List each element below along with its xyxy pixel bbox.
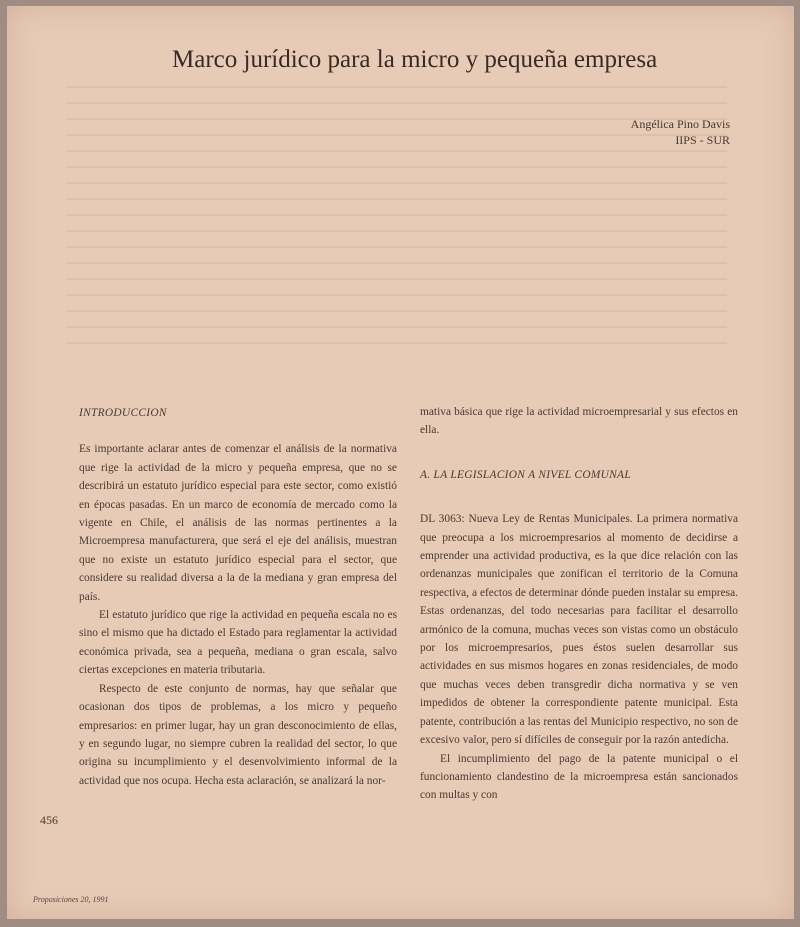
page-number: 456 xyxy=(40,813,58,827)
paragraph-continuation: mativa básica que rige la actividad microempresarial y sus efectos en ella. xyxy=(420,406,738,437)
article-title: Marco jurídico para la micro y pequeña empresa xyxy=(172,46,658,73)
paragraph: El incumplimiento del pago de la patente municipal o el funcionamiento clandestino de la microempresa están sancionados con multas y con xyxy=(420,752,738,802)
bleed-through-text xyxy=(67,86,727,346)
section-heading-introduccion: INTRODUCCION xyxy=(79,407,167,419)
left-column xyxy=(79,404,397,790)
author-name: Angélica Pino Davis xyxy=(630,117,730,131)
right-column xyxy=(420,403,738,805)
section-heading-legislacion-comunal: A. LA LEGISLACION A NIVEL COMUNAL xyxy=(420,468,631,481)
paragraph: Es importante aclarar antes de comenzar el análisis de la normativa que rige la actividad de la micro y pequeña empresa, que no se describirá un estatuto jurídico especial para este sector, como existió en épocas pasadas. En un marco de economía de mercado como la vigente en Chile, el análisis de las normas pertinentes a la Microempresa manufacturera, que será el eje del análisis, muestran que no existe un estatuto jurídico especial para el sector, que considere su realidad diversa a la de la mediana y gran empresa del país. xyxy=(79,443,397,603)
journal-footer: Proposiciones 20, 1991 xyxy=(33,895,109,904)
document-page xyxy=(7,6,794,919)
paragraph: DL 3063: Nueva Ley de Rentas Municipales. La primera normativa que preocupa a los microempresarios al momento de decidirse a emprender una actividad productiva, es la que dice relación con las ordenanzas municipales que zonifican el territorio de la Comuna respectiva, a efectos de determinar dónde pueden instalar su empresa. Estas ordenanzas, del todo necesarias para facilitar el desarrollo armónico de la comuna, muchas veces son vistas como un obstáculo por los microempresarios, pues éstos suelen desarrollar sus actividades en sus mismos hogares en zonas residenciales, de modo que muchas veces deben transgredir dicha normativa y se ven impedidos de obtener la correspondiente patente municipal. Esta patente, contribución a las rentas del Municipio respectivo, no son de excesivo valor, pero sí difíciles de conseguir por la razón antedicha. xyxy=(420,513,738,747)
author-block xyxy=(631,116,730,148)
paragraph: Respecto de este conjunto de normas, hay que señalar que ocasionan dos tipos de problemas, a los micro y pequeño empresarios: en primer lugar, hay un gran desconocimiento de ellas, y en segundo lugar, no siempre cubren la realidad del sector, lo que origina su incumplimiento y el desenvolvimiento informal de la actividad que nos ocupa. Hecha esta aclaración, se analizará la nor- xyxy=(79,682,397,787)
author-affiliation: IIPS - SUR xyxy=(675,133,730,147)
paragraph: El estatuto jurídico que rige la actividad en pequeña escala no es sino el mismo que ha dictado el Estado para reglamentar la actividad económica privada, sea a pequeña, mediana o gran escala, salvo ciertas excepciones en materia tributaria. xyxy=(79,609,397,677)
